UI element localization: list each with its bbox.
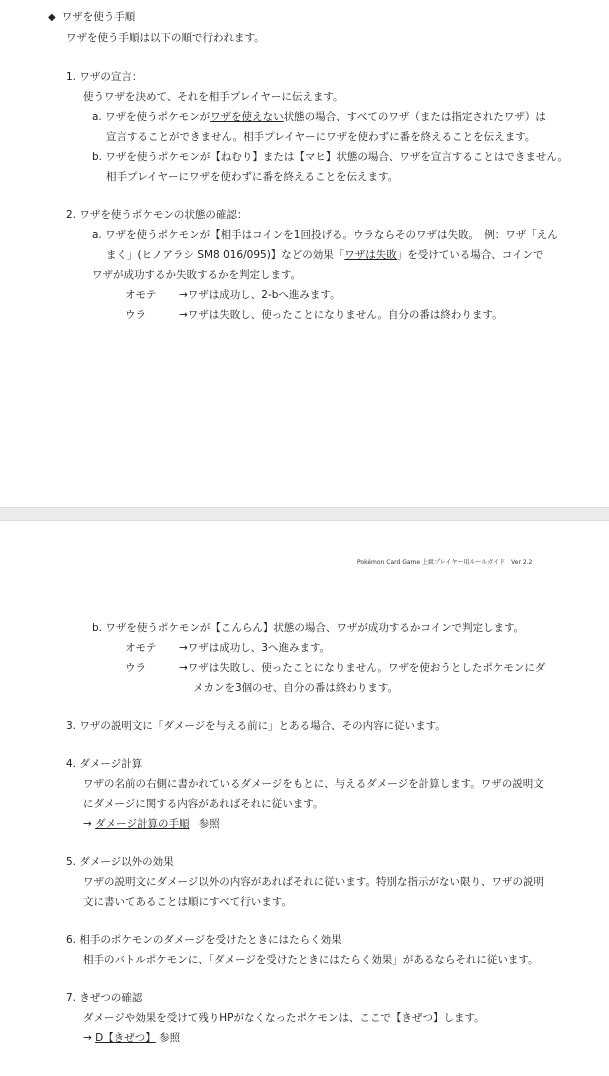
step2b-tails-result-2: メカンを3個のせ、自分の番は終わります。 [193,682,399,694]
step1-body: 使うワザを決めて、それを相手プレイヤーに伝えます。 [83,91,344,103]
step1-a-pre: a. ワザを使うポケモンが [92,111,211,123]
step4-line1: ワザの名前の右側に書かれているダメージをもとに、与えるダメージを計算します。ワザの説明文 [83,778,544,790]
step7-reference [83,1032,180,1045]
cannot-use-attack-link[interactable]: ワザを使えない [210,111,284,123]
step5-title: 5. ダメージ以外の効果 [66,856,174,868]
step5-line2: 文に書いてあることは順にすべて行います。 [83,896,292,908]
step4-line2: にダメージに関する内容があればそれに従います。 [83,798,324,810]
step2b-heads-result: →ワザは成功し、3へ進みます。 [179,642,331,654]
document-page-2 [0,521,609,1076]
step1-a-line1 [92,111,546,124]
heads-label: オモテ [125,289,157,301]
step2-a-line2-pre: まく」(ヒノアラシ SM8 016/095)】などの効果「 [106,249,345,261]
heads-result: →ワザは成功し、2-bへ進みます。 [179,289,341,301]
intro-text: ワザを使う手順は以下の順で行われます。 [66,32,265,44]
page-separator [0,507,609,521]
page-header: Pokémon Card Game 上級プレイヤー用ルールガイド Ver 2.2 [357,559,533,566]
step2b-heads-label: オモテ [125,642,157,654]
step3-text: 3. ワザの説明文に「ダメージを与える前に」とある場合、その内容に従います。 [66,720,446,732]
step2-a-line1: a. ワザを使うポケモンが【相手はコインを1回投げる。ウラならそのワザは失敗。 例：ワザ「えん [92,229,558,241]
arrow-icon: → [83,818,92,830]
step1-a-line2: 宣言することができません。相手プレイヤーにワザを使わずに番を終えることを伝えます。 [106,131,536,143]
step2-title: 2. ワザを使うポケモンの状態の確認： [66,209,248,221]
diamond-bullet-icon: ◆ [48,12,56,23]
step4-title: 4. ダメージ計算 [66,758,143,770]
step1-a-post: 状態の場合、すべてのワザ（または指定されたワザ）は [283,111,546,123]
step2b-line1: b. ワザを使うポケモンが【こんらん】状態の場合、ワザが成功するかコインで判定します。 [92,622,525,634]
reference-suffix: 参照 [198,818,220,830]
tails-label: ウラ [125,309,146,321]
step2-a-line2 [106,249,543,262]
section-title: ワザを使う手順 [61,11,136,23]
step5-line1: ワザの説明文にダメージ以外の内容があればそれに従います。特別な指示がない限り、ワザの説明 [83,876,544,888]
step7-line1: ダメージや効果を受けて残りHPがなくなったポケモンは、ここで【きぜつ】します。 [83,1012,485,1024]
attack-fails-link[interactable]: ワザは失敗 [344,249,397,261]
step1-b-line1: b. ワザを使うポケモンが【ねむり】または【マヒ】状態の場合、ワザを宣言することはできません。 [92,151,568,163]
step4-reference [83,818,220,831]
step7-title: 7. きぜつの確認 [66,992,143,1004]
step2-a-line3: ワザが成功するか失敗するかを判定します。 [92,269,302,281]
arrow-icon: → [83,1032,92,1044]
damage-calc-link[interactable]: ダメージ計算の手順 [95,818,190,830]
document-page-1 [0,0,609,507]
knockout-link[interactable]: D【きぜつ】 [95,1032,156,1044]
step6-line1: 相手のバトルポケモンに、「ダメージを受けたときにはたらく効果」があるならそれに従います。 [83,954,539,966]
step1-b-line2: 相手プレイヤーにワザを使わずに番を終えることを伝えます。 [106,171,399,183]
step2-a-line2-post: 」を受けている場合、コインで [396,249,544,261]
step1-title: 1. ワザの宣言： [66,71,143,83]
step6-title: 6. 相手のポケモンのダメージを受けたときにはたらく効果 [66,934,342,946]
section-heading [48,11,135,25]
step2b-tails-label: ウラ [125,662,146,674]
tails-result: →ワザは失敗し、使ったことになりません。自分の番は終わります。 [179,309,503,321]
reference-suffix: 参照 [159,1032,181,1044]
step2b-tails-result: →ワザは失敗し、使ったことになりません。ワザを使おうとしたポケモンにダ [179,662,546,674]
